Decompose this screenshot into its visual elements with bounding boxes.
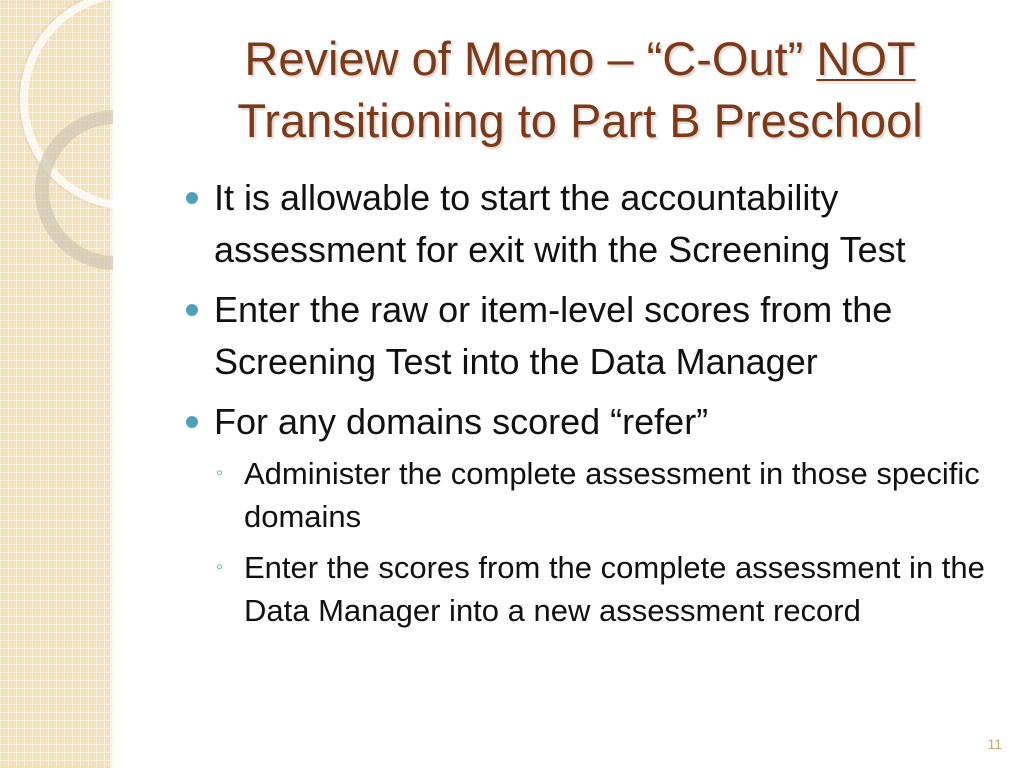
bullet-text: It is allowable to start the accountability assessment for exit with the Screening Test <box>214 177 906 270</box>
title-part-2: Transitioning to Part B Preschool <box>237 94 923 147</box>
title-part-1: Review of Memo – “C-Out” <box>244 32 817 85</box>
bullet-item <box>184 284 1004 388</box>
bullet-item <box>184 172 1004 276</box>
bullet-icon <box>186 192 198 204</box>
bullet-icon <box>186 304 198 316</box>
slide-title <box>150 28 1010 152</box>
bullet-text: For any domains scored “refer” <box>214 401 709 442</box>
sub-bullet-item <box>214 546 1004 632</box>
sub-bullet-list <box>214 452 1004 632</box>
bullet-item <box>184 396 1004 632</box>
sub-bullet-text: Administer the complete assessment in those specific domains <box>244 456 980 534</box>
sub-bullet-item <box>214 452 1004 538</box>
sub-bullet-text: Enter the scores from the complete assessment in the Data Manager into a new assessment record <box>244 550 985 628</box>
bullet-text: Enter the raw or item-level scores from the Screening Test into the Data Manager <box>214 289 893 382</box>
bullet-icon <box>186 416 198 428</box>
bullet-list <box>184 172 1004 640</box>
sub-bullet-icon: ◦ <box>216 462 224 484</box>
sub-bullet-icon: ◦ <box>216 556 224 578</box>
title-underlined-word: NOT <box>816 32 916 85</box>
page-number: 11 <box>987 736 1002 752</box>
decorative-rings <box>0 0 113 768</box>
